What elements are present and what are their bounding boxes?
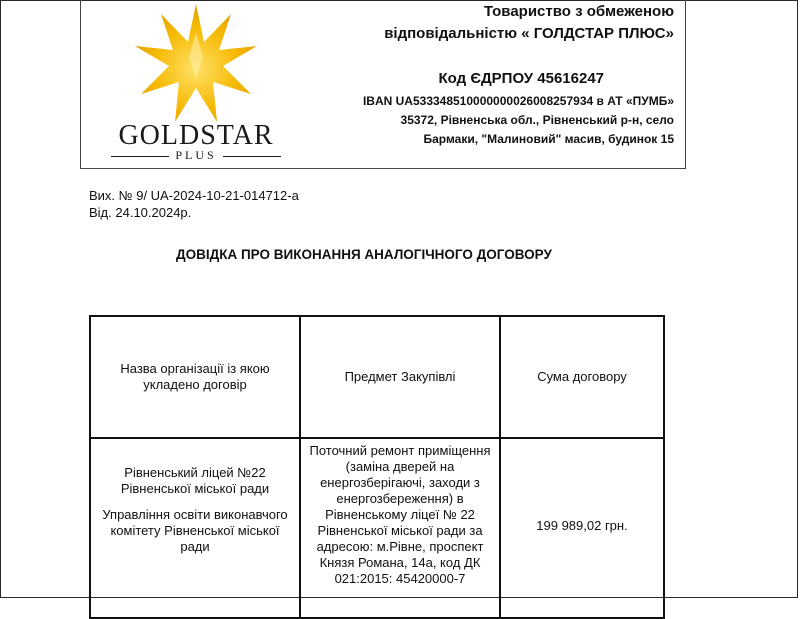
- cell-organization: [90, 438, 300, 618]
- logo-wordmark: GOLDSTAR: [118, 120, 274, 151]
- header-organization: Назва організації із якою укладено договір: [90, 316, 300, 438]
- star-logo-icon: [133, 2, 259, 124]
- company-name-line2: відповідальністю « ГОЛДСТАР ПЛЮС»: [384, 25, 674, 42]
- contracts-table: [89, 315, 665, 619]
- company-edrpou: Код ЄДРПОУ 45616247: [438, 70, 604, 87]
- organization-name: Рівненський ліцей №22 Рівненської міської ради: [120, 465, 270, 496]
- document-title: ДОВІДКА ПРО ВИКОНАННЯ АНАЛОГІЧНОГО ДОГОВОРУ: [176, 247, 552, 262]
- cell-subject: Поточний ремонт приміщення (заміна дверей на енергозберігаючі, заходи з енергозбереження) в Рівненському ліцеї № 22 Рівненської міської ради за адресою: м.Рівне, проспект Князя Романа, 14а, код ДК 021:2015: 45420000-7: [300, 438, 500, 618]
- cell-amount: 199 989,02 грн.: [500, 438, 664, 618]
- header-subject: Предмет Закупівлі: [300, 316, 500, 438]
- company-address-line1: 35372, Рівненська обл., Рівненський р-н, село: [400, 113, 674, 127]
- document-date: Від. 24.10.2024р.: [89, 205, 192, 220]
- company-address-line2: Бармаки, "Малиновий" масив, будинок 15: [423, 132, 674, 146]
- table-header-row: [90, 316, 664, 438]
- company-name-line1: Товариство з обмеженою: [483, 3, 674, 20]
- table-row: [90, 438, 664, 618]
- company-logo: [101, 2, 291, 164]
- letterhead: [80, 0, 686, 169]
- logo-subtitle: PLUS: [101, 148, 291, 163]
- company-iban: IBAN UA533348510000000026008257934 в АТ «ПУМБ»: [362, 94, 674, 108]
- outgoing-number: Вих. № 9/ UA-2024-10-21-014712-a: [89, 188, 299, 203]
- organization-parent: Управління освіти виконавчого комітету Рівненської міської ради: [102, 507, 288, 554]
- header-amount: Сума договору: [500, 316, 664, 438]
